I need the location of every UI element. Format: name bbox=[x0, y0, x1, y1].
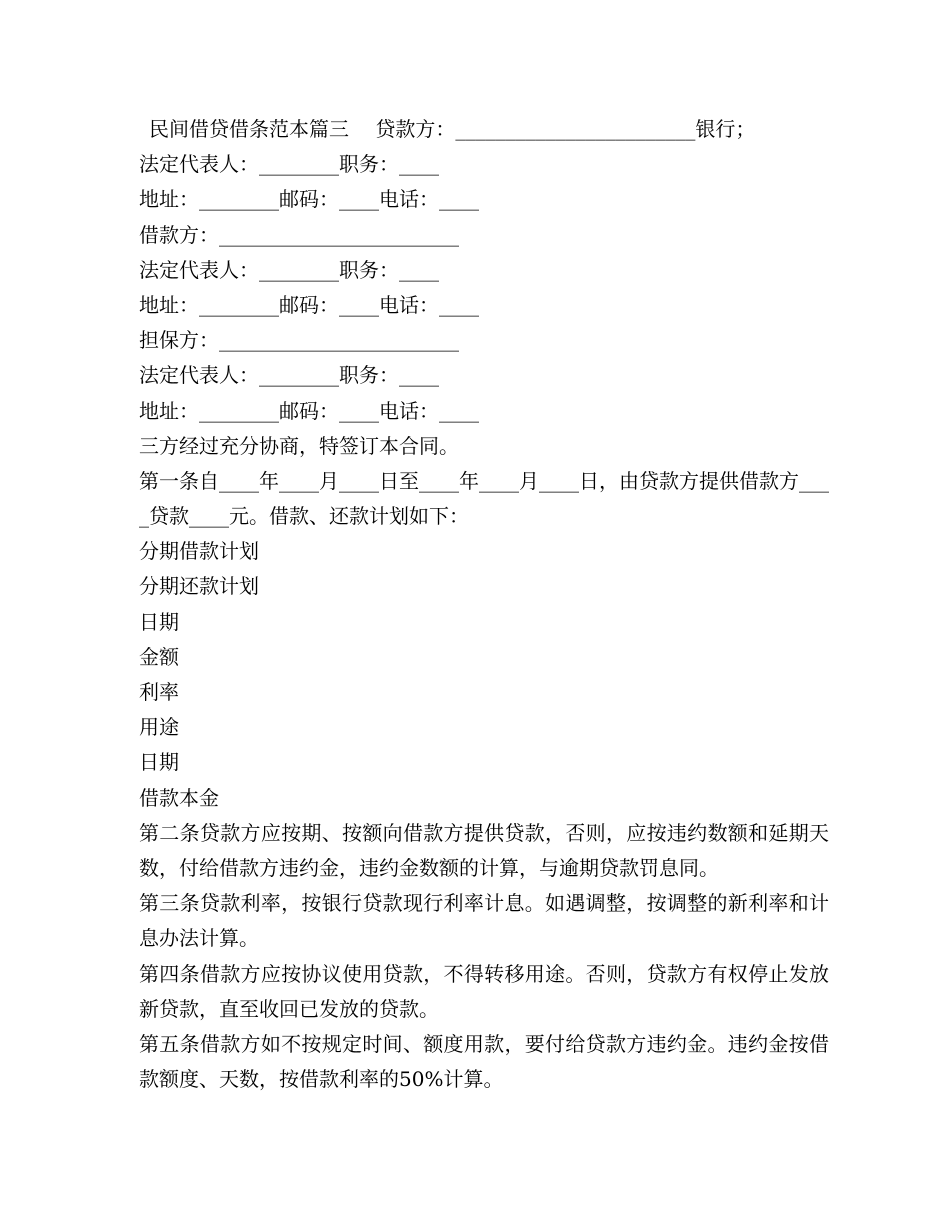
agreement-statement: 三方经过充分协商，特签订本合同。 bbox=[139, 433, 459, 458]
guarantor-representative-line: 法定代表人：________职务：____ bbox=[139, 363, 439, 388]
plan-line-date-2: 日期 bbox=[139, 750, 179, 775]
plan-line-purpose: 用途 bbox=[139, 715, 179, 740]
lender-address-line: 地址：________邮码：____电话：____ bbox=[139, 187, 479, 212]
contract-body bbox=[139, 112, 829, 1097]
borrower-representative-line: 法定代表人：________职务：____ bbox=[139, 257, 439, 282]
title-lender-line: 民间借贷借条范本篇三 贷款方：________________________银行； bbox=[149, 117, 756, 141]
plan-line-amount: 金额 bbox=[139, 644, 179, 669]
article-1: 第一条自____年____月____日至____年____月____日，由贷款方提供借款方____贷款____元。借款、还款计划如下： bbox=[139, 468, 829, 529]
plan-line-repayment: 分期还款计划 bbox=[139, 574, 259, 599]
plan-line-rate: 利率 bbox=[139, 680, 179, 705]
guarantor-line: 担保方：________________________ bbox=[139, 328, 459, 353]
plan-line-borrowing: 分期借款计划 bbox=[139, 539, 259, 564]
article-3: 第三条贷款利率，按银行贷款现行利率计息。如遇调整，按调整的新利率和计息办法计算。 bbox=[139, 891, 829, 951]
article-5: 第五条借款方如不按规定时间、额度用款，要付给贷款方违约金。违约金按借款额度、天数，按借款利率的50%计算。 bbox=[139, 1032, 829, 1092]
article-4: 第四条借款方应按协议使用贷款，不得转移用途。否则，贷款方有权停止发放新贷款，直至收回已发放的贷款。 bbox=[139, 961, 829, 1021]
lender-representative-line: 法定代表人：________职务：____ bbox=[139, 152, 439, 177]
guarantor-address-line: 地址：________邮码：____电话：____ bbox=[139, 398, 479, 423]
plan-line-principal: 借款本金 bbox=[139, 785, 219, 810]
borrower-address-line: 地址：________邮码：____电话：____ bbox=[139, 292, 479, 317]
plan-line-date: 日期 bbox=[139, 609, 179, 634]
article-2: 第二条贷款方应按期、按额向借款方提供贷款，否则，应按违约数额和延期天数，付给借款方违约金，违约金数额的计算，与逾期贷款罚息同。 bbox=[139, 820, 829, 880]
borrower-line: 借款方：________________________ bbox=[139, 222, 459, 247]
